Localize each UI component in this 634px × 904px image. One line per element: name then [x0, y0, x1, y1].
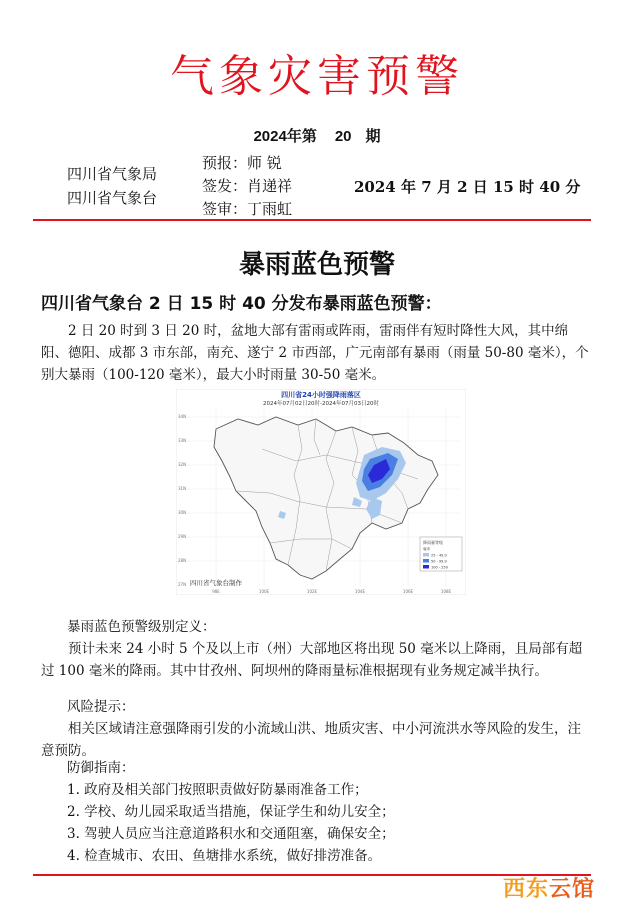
definition-title: 暴雨蓝色预警级别定义：: [67, 619, 216, 635]
legend-title: 降雨量等级: [423, 540, 443, 545]
org-bureau: 四川省气象局: [67, 165, 158, 183]
legend-unit: 毫米: [423, 547, 430, 551]
header-divider: [33, 219, 591, 221]
publish-date: 2024 年 7 月 2 日 15 时 40 分: [354, 178, 581, 196]
legend-swatch: [423, 559, 429, 563]
warning-subhead: 四川省气象台 2 日 15 时 40 分发布暴雨蓝色预警：: [41, 294, 442, 314]
lat-tick: 33N: [178, 438, 187, 443]
lat-tick: 34N: [178, 414, 187, 419]
lat-tick: 32N: [178, 462, 187, 467]
definition-text: 预计未来 24 小时 5 个及以上市（州）大部地区将出现 50 毫米以上降雨，且局部有超过 100 毫米的降雨。其中甘孜州、阿坝州的降雨量标准根据现有业务规定减半执行。: [41, 641, 583, 679]
lon-tick: 102E: [306, 589, 318, 594]
warning-summary: 2 日 20 时到 3 日 20 时，盆地大部有雷雨或阵雨，雷雨伴有短时降性大风，其中绵阳、德阳、成都 3 市东部，南充、遂宁 2 市西部，广元南部有暴雨（雨量 50-80 毫米），个别大暴雨（100-120 毫米），最大小时雨量 30-50 毫米。: [41, 323, 589, 383]
legend-label: 100 - 250: [431, 565, 448, 570]
guide-item: 3. 驾驶人员应当注意道路积水和交通阻塞，确保安全；: [67, 826, 395, 842]
lat-tick: 30N: [178, 510, 187, 515]
org-observatory: 四川省气象台: [67, 189, 158, 207]
lon-tick: 106E: [402, 589, 414, 594]
watermark-logo: 西东云馆: [503, 877, 596, 902]
lon-tick: 98E: [212, 589, 220, 594]
lat-tick: 27N: [178, 582, 187, 587]
lon-tick: 100E: [258, 589, 270, 594]
guide-item: 1. 政府及相关部门按照职责做好防暴雨准备工作；: [67, 782, 368, 798]
warning-headline: 暴雨蓝色预警: [238, 250, 395, 280]
map-title: 四川省24小时强降雨落区: [281, 391, 361, 399]
legend-label: 25 - 49.9: [431, 553, 447, 558]
forecaster: 预报：师 锐: [202, 154, 282, 172]
risk-title: 风险提示：: [67, 699, 135, 715]
legend-swatch: [423, 565, 429, 569]
masthead-title: 气象灾害预警: [170, 51, 464, 102]
lat-tick: 29N: [178, 534, 187, 539]
guide-item: 2. 学校、幼儿园采取适当措施，保证学生和幼儿安全；: [67, 804, 395, 820]
guide-title: 防御指南：: [67, 760, 135, 776]
legend-label: 50 - 99.9: [431, 559, 447, 564]
lat-tick: 31N: [178, 486, 187, 491]
issue-number: 2024年第 20 期: [253, 128, 381, 145]
lon-tick: 104E: [354, 589, 366, 594]
map-legend: [420, 537, 462, 571]
risk-text: 相关区域请注意强降雨引发的小流域山洪、地质灾害、中小河流洪水等风险的发生，注意预防。: [41, 721, 581, 759]
lon-tick: 108E: [440, 589, 452, 594]
map-credit: 四川省气象台制作: [190, 579, 242, 587]
reviewer: 签审：丁雨虹: [202, 200, 293, 218]
issuer: 签发：肖递祥: [202, 177, 293, 195]
lat-tick: 28N: [178, 558, 187, 563]
map-period: 2024年07月02日20时-2024年07月03日20时: [263, 401, 379, 407]
legend-swatch: [423, 553, 429, 557]
guide-item: 4. 检查城市、农田、鱼塘排水系统，做好排涝准备。: [67, 848, 382, 864]
rainfall-map: [176, 389, 466, 595]
